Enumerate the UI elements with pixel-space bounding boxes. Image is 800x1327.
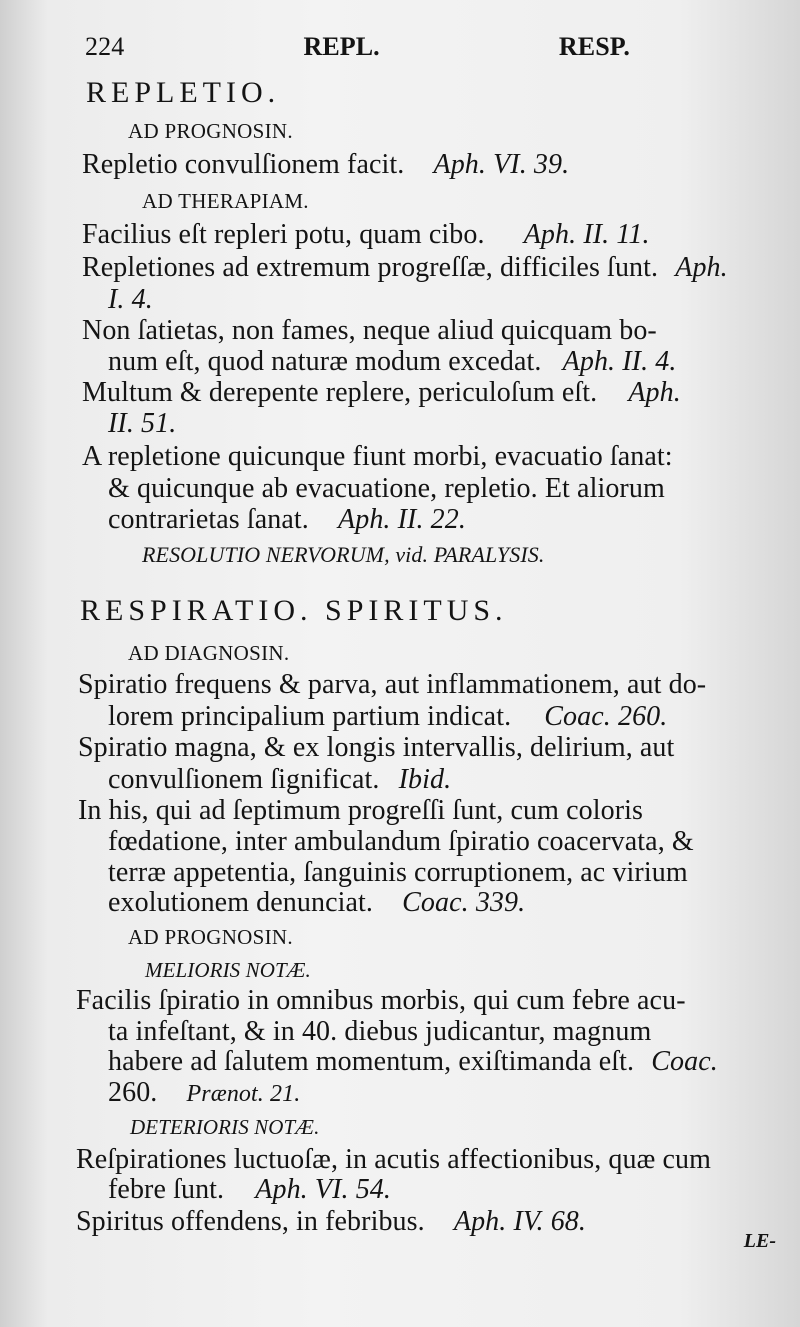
- text-line: Spiritus offendens, in febribus. Aph. IV. 68.: [76, 1206, 586, 1237]
- subheading-melioris-notae: MELIORIS NOTÆ.: [145, 958, 311, 982]
- text-line: 260. Prænot. 21.: [108, 1077, 301, 1108]
- text-line: exolutionem denunciat. Coac. 339.: [108, 887, 526, 918]
- catchword: LE-: [743, 1230, 776, 1252]
- text-line: II. 51.: [108, 408, 177, 439]
- running-head-left: REPL.: [303, 32, 380, 61]
- text-line: ta infeſtant, & in 40. diebus judicantur, magnum: [108, 1016, 652, 1047]
- text-line: Facilius eſt repleri potu, quam cibo. Aph. II. 11.: [82, 219, 650, 250]
- text-line: febre ſunt. Aph. VI. 54.: [108, 1174, 392, 1205]
- cross-reference: RESOLUTIO NERVORUM, vid. PARALYSIS.: [142, 542, 545, 567]
- text-line: In his, qui ad ſeptimum progreſſi ſunt, cum coloris: [78, 795, 644, 826]
- text-line: Spiratio frequens & parva, aut inflammationem, aut do-: [78, 669, 707, 700]
- entry-title-respiratio: RESPIRATIO. SPIRITUS.: [80, 594, 508, 627]
- page-number: 224: [85, 32, 125, 61]
- entry-title-repletio: REPLETIO.: [86, 76, 281, 109]
- subheading-ad-diagnosin: AD DIAGNOSIN.: [128, 641, 290, 665]
- running-header: [85, 32, 630, 62]
- text-line: & quicunque ab evacuatione, repletio. Et aliorum: [108, 473, 665, 504]
- text-line: terræ appetentia, ſanguinis corruptionem, ac virium: [108, 857, 688, 888]
- text-line: Spiratio magna, & ex longis intervallis, delirium, aut: [78, 732, 675, 763]
- text-line: Multum & derepente replere, periculoſum eſt. Aph.: [82, 377, 681, 408]
- text-line: Repletio convulſionem facit. Aph. VI. 39.: [82, 149, 570, 180]
- text-line: fœdatione, inter ambulandum ſpiratio coacervata, &: [108, 826, 694, 857]
- subheading-deterioris-notae: DETERIORIS NOTÆ.: [130, 1115, 320, 1139]
- text-line: Reſpirationes luctuoſæ, in acutis affectionibus, quæ cum: [76, 1144, 711, 1175]
- text-line: Repletiones ad extremum progreſſæ, difficiles ſunt. Aph.: [82, 252, 728, 283]
- subheading-ad-prognosin-2: AD PROGNOSIN.: [128, 925, 293, 949]
- running-head-right: RESP.: [558, 32, 630, 61]
- text-line: num eſt, quod naturæ modum excedat. Aph. II. 4.: [108, 346, 677, 377]
- text-line: convulſionem ſignificat. Ibid.: [108, 764, 452, 795]
- text-line: A repletione quicunque fiunt morbi, evacuatio ſanat:: [82, 441, 673, 472]
- text-line: I. 4.: [108, 284, 153, 315]
- text-line: habere ad ſalutem momentum, exiſtimanda eſt. Coac.: [108, 1046, 718, 1077]
- text-line: Facilis ſpiratio in omnibus morbis, qui cum febre acu-: [76, 985, 686, 1016]
- subheading-ad-prognosin: AD PROGNOSIN.: [128, 119, 293, 143]
- text-line: Non ſatietas, non fames, neque aliud quicquam bo-: [82, 315, 657, 346]
- text-line: contrarietas ſanat. Aph. II. 22.: [108, 504, 466, 535]
- subheading-ad-therapiam: AD THERAPIAM.: [142, 189, 309, 213]
- text-line: lorem principalium partium indicat. Coac. 260.: [108, 701, 668, 732]
